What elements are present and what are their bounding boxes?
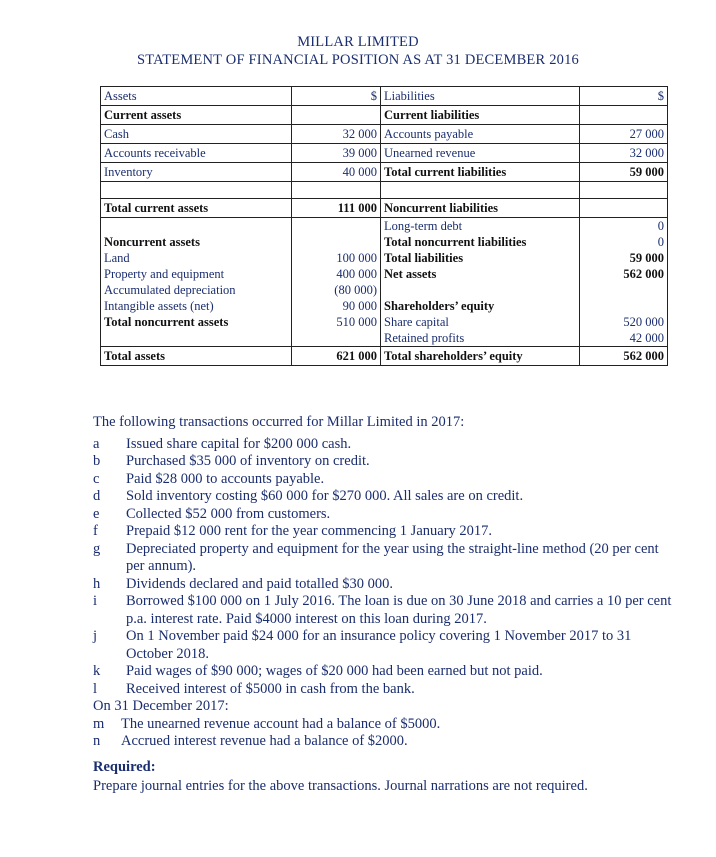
- item-text: Borrowed $100 000 on 1 July 2016. The loan is due on 30 June 2018 and carries a 10 per cent p.a. interest rate. Paid $4000 interest on this loan during 2017.: [126, 593, 672, 627]
- asset-value: 39 000: [292, 144, 381, 163]
- required-text: Prepare journal entries for the above transactions. Journal narrations are not required.: [93, 778, 588, 794]
- liability-value: [580, 282, 668, 298]
- liability-value: 562 000: [580, 266, 668, 282]
- liability-label: Retained profits: [381, 330, 580, 347]
- liability-value: 32 000: [580, 144, 668, 163]
- item-letter: a: [93, 435, 100, 452]
- table-row: [101, 314, 668, 330]
- item-text: The unearned revenue account had a balance of $5000.: [121, 715, 441, 732]
- liability-value: 59 000: [580, 250, 668, 266]
- header-row: [101, 87, 668, 106]
- liability-value: 562 000: [580, 347, 668, 366]
- table-row: [101, 250, 668, 266]
- asset-label: Accumulated depreciation: [101, 282, 292, 298]
- asset-label: [101, 330, 292, 347]
- item-text: Received interest of $5000 in cash from the bank.: [126, 680, 415, 697]
- liability-value: 520 000: [580, 314, 668, 330]
- item-text: Paid $28 000 to accounts payable.: [126, 470, 325, 487]
- item-letter: m: [93, 715, 105, 732]
- asset-value: [292, 234, 381, 250]
- required-label: Required:: [93, 758, 156, 775]
- item-text: Paid wages of $90 000; wages of $20 000 had been earned but not paid.: [126, 663, 543, 679]
- item-letter: c: [93, 470, 100, 487]
- list-item: [93, 663, 673, 681]
- liability-label: Unearned revenue: [381, 144, 580, 163]
- liability-label: Total noncurrent liabilities: [381, 234, 580, 250]
- item-letter: i: [93, 593, 98, 609]
- asset-value: 111 000: [292, 199, 381, 218]
- list-item: [93, 541, 673, 576]
- asset-value: 100 000: [292, 250, 381, 266]
- item-letter: g: [93, 540, 101, 557]
- item-letter: n: [93, 733, 101, 749]
- asset-label: Noncurrent assets: [101, 234, 292, 250]
- liabilities-unit: $: [580, 87, 668, 106]
- table-row: [101, 199, 668, 218]
- year-end-heading: On 31 December 2017:: [93, 698, 229, 714]
- list-item: [93, 681, 673, 699]
- list-item: [93, 506, 673, 524]
- item-text: Sold inventory costing $60 000 for $270 000. All sales are on credit.: [126, 488, 524, 504]
- asset-value: [292, 330, 381, 347]
- asset-label: Accounts receivable: [101, 144, 292, 163]
- company-title: MILLAR LIMITED: [297, 34, 419, 50]
- list-item: [93, 628, 673, 663]
- table-row: [101, 347, 668, 366]
- list-item: [93, 716, 673, 734]
- liability-label: Noncurrent liabilities: [381, 199, 580, 218]
- item-text: Issued share capital for $200 000 cash.: [126, 435, 352, 452]
- table-row: [101, 298, 668, 314]
- item-text: Depreciated property and equipment for the year using the straight-line method (20 per cent per annum).: [126, 540, 659, 574]
- liability-label: Accounts payable: [381, 125, 580, 144]
- asset-value: 510 000: [292, 314, 381, 330]
- transactions-intro: The following transactions occurred for Millar Limited in 2017:: [93, 414, 465, 430]
- asset-value: [292, 106, 381, 125]
- table-row: [101, 144, 668, 163]
- liability-label: [381, 282, 580, 298]
- item-letter: l: [93, 680, 98, 697]
- list-item: [93, 436, 673, 454]
- liability-label: Total current liabilities: [381, 163, 580, 182]
- asset-label: Cash: [101, 125, 292, 144]
- liability-label: Total shareholders’ equity: [381, 347, 580, 366]
- liability-value: 0: [580, 234, 668, 250]
- list-item: [93, 523, 673, 541]
- item-letter: e: [93, 505, 100, 522]
- liability-label: Current liabilities: [381, 106, 580, 125]
- list-item: [93, 453, 673, 471]
- liability-value: 42 000: [580, 330, 668, 347]
- asset-value: 621 000: [292, 347, 381, 366]
- table-row: [101, 282, 668, 298]
- asset-value: 90 000: [292, 298, 381, 314]
- assets-unit: $: [292, 87, 381, 106]
- table-row: [101, 106, 668, 125]
- asset-label: Inventory: [101, 163, 292, 182]
- item-text: Accrued interest revenue had a balance of $2000.: [121, 733, 408, 749]
- asset-label: Intangible assets (net): [101, 298, 292, 314]
- transactions-section: [93, 414, 673, 796]
- asset-label: Total assets: [101, 347, 292, 366]
- item-letter: k: [93, 663, 101, 679]
- item-letter: h: [93, 575, 101, 592]
- liability-value: [580, 298, 668, 314]
- list-item: [93, 488, 673, 506]
- liability-value: 59 000: [580, 163, 668, 182]
- asset-label: Total noncurrent assets: [101, 314, 292, 330]
- balance-sheet-table: [100, 86, 668, 366]
- liability-label: Net assets: [381, 266, 580, 282]
- asset-value: [292, 218, 381, 235]
- item-text: Prepaid $12 000 rent for the year commencing 1 January 2017.: [126, 523, 493, 539]
- table-row: [101, 125, 668, 144]
- liability-value: 0: [580, 218, 668, 235]
- item-text: Collected $52 000 from customers.: [126, 505, 331, 522]
- table-row: [101, 330, 668, 347]
- item-letter: j: [93, 628, 98, 644]
- list-item: [93, 471, 673, 489]
- asset-label: Total current assets: [101, 199, 292, 218]
- liability-label: Shareholders’ equity: [381, 298, 580, 314]
- asset-value: 32 000: [292, 125, 381, 144]
- asset-value: 400 000: [292, 266, 381, 282]
- liability-label: Total liabilities: [381, 250, 580, 266]
- list-item: [93, 733, 673, 751]
- liability-value: [580, 199, 668, 218]
- liabilities-header: Liabilities: [381, 87, 580, 106]
- item-letter: f: [93, 523, 98, 539]
- asset-label: Current assets: [101, 106, 292, 125]
- assets-header: Assets: [101, 87, 292, 106]
- item-letter: b: [93, 453, 101, 469]
- item-text: Purchased $35 000 of inventory on credit.: [126, 453, 370, 469]
- spacer-row: [101, 182, 668, 199]
- item-text: Dividends declared and paid totalled $30 000.: [126, 575, 393, 592]
- asset-label: Property and equipment: [101, 266, 292, 282]
- asset-label: Land: [101, 250, 292, 266]
- item-text: On 1 November paid $24 000 for an insurance policy covering 1 November 2017 to 31 October 2018.: [126, 628, 632, 662]
- table-row: [101, 163, 668, 182]
- table-row: [101, 266, 668, 282]
- liability-value: 27 000: [580, 125, 668, 144]
- item-letter: d: [93, 488, 101, 504]
- table-row: [101, 218, 668, 235]
- liability-label: Share capital: [381, 314, 580, 330]
- asset-value: (80 000): [292, 282, 381, 298]
- liability-label: Long-term debt: [381, 218, 580, 235]
- asset-label: [101, 218, 292, 235]
- asset-value: 40 000: [292, 163, 381, 182]
- list-item: [93, 576, 673, 594]
- liability-value: [580, 106, 668, 125]
- statement-title: STATEMENT OF FINANCIAL POSITION AS AT 31 DECEMBER 2016: [137, 52, 579, 68]
- list-item: [93, 593, 673, 628]
- table-row: [101, 234, 668, 250]
